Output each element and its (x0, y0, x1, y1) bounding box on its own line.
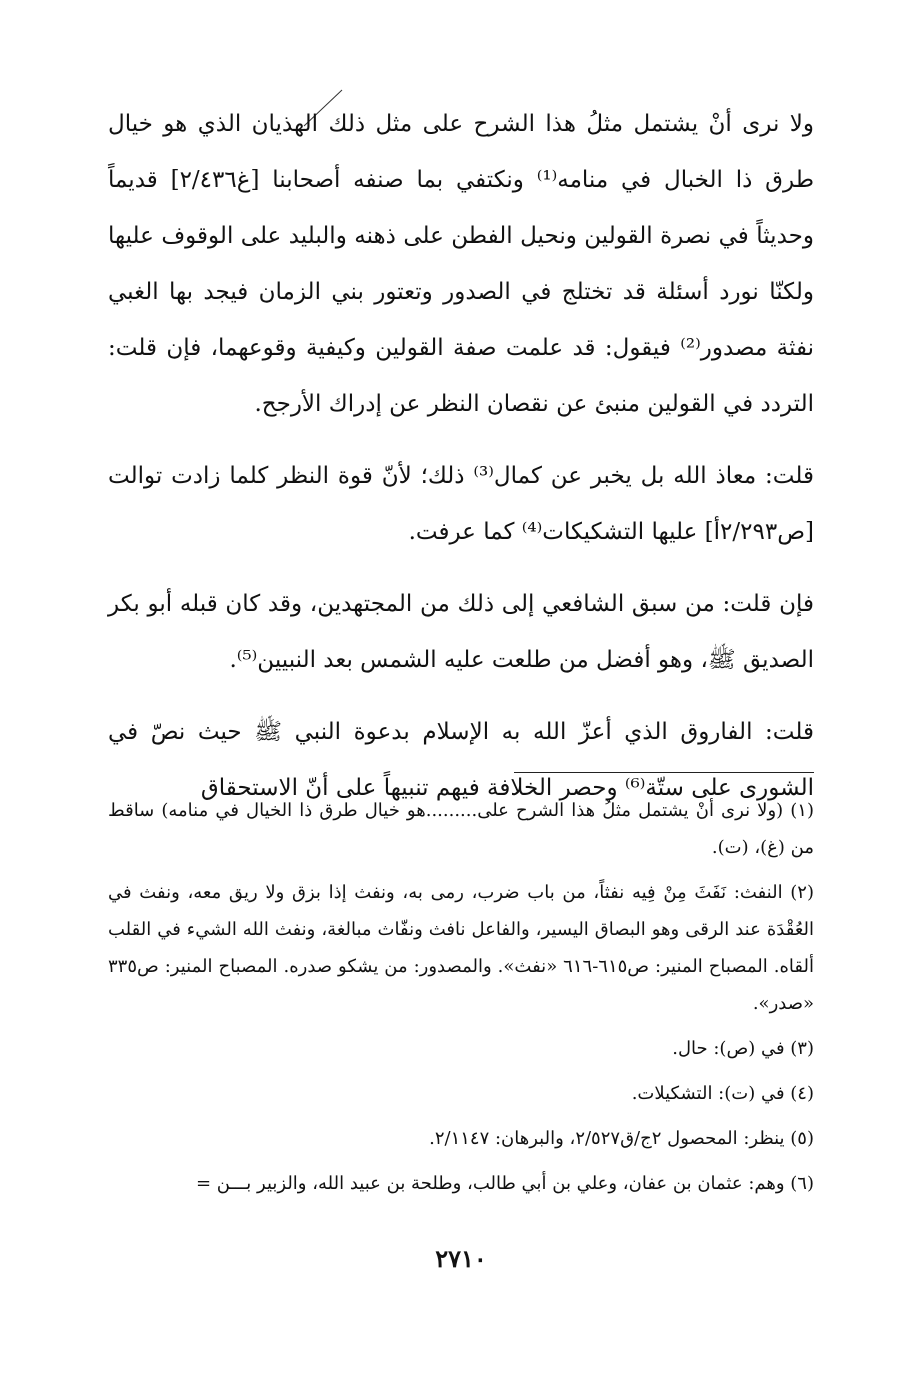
main-paragraph-3: فإن قلت: من سبق الشافعي إلى ذلك من المجتهدين، وقد كان قبله أبو بكر الصديق ﷺ، وهو أفضل من طلعت عليه الشمس بعد النبيين⁽⁵⁾. (108, 591, 814, 673)
main-paragraph-1: ولا نرى أنْ يشتمل مثلُ هذا الشرح على مثل ذلك الهذيان الذي هو خيال طرق ذا الخبال في منامه⁽¹⁾ ونكتفي بما صنفه أصحابنا [غ٢/٤٣٦] قديماً وحديثاً في نصرة القولين ونحيل الفطن على ذهنه والبليد على الوقوف عليها ولكنّا نورد أسئلة قد تختلج في الصدور وتعتور بني الزمان فيجد بها الغبي نفثة مصدور⁽²⁾ فيقول: قد علمت صفة القولين وكيفية وقوعهما، فإن قلت: التردد في القولين منبئ عن نقصان النظر عن إدراك الأرجح. (108, 111, 814, 417)
footnote-1: (١) (ولا نرى أنْ يشتمل مثلُ هذا الشرح على.........هو خيال طرق ذا الخيال في منامه) ساقط من (غ)، (ت). (108, 800, 814, 858)
footnote-5: (٥) ينظر: المحصول ٢ج/ق٢/٥٢٧، والبرهان: ٢/١١٤٧. (429, 1128, 814, 1149)
page-number: ٢٧١٠ (435, 1244, 487, 1273)
footnote-2: (٢) النفث: نَفَثَ مِنْ فِيه نفثاً، من باب ضرب، رمى به، ونفث إذا بزق ولا ريق معه، ونفث في العُقْدَة عند الرقى وهو البصاق اليسير، والفاعل نافث ونفّاث مبالغة، ونفث الله الشيء في القلب ألقاه. المصباح المنير: ص٦١٥-٦١٦ «نفث». والمصدور: من يشكو صدره. المصباح المنير: ص٣٣٥ «صدر». (108, 882, 814, 1014)
footnotes (108, 792, 814, 1210)
main-text (108, 96, 814, 832)
footnote-4: (٤) في (ت): التشكيلات. (631, 1083, 814, 1104)
footnote-3: (٣) في (ص): حال. (672, 1038, 814, 1059)
main-paragraph-2: قلت: معاذ الله بل يخبر عن كمال⁽³⁾ ذلك؛ لأنّ قوة النظر كلما زادت توالت [ص٢/٢٩٣أ] عليها التشكيكات⁽⁴⁾ كما عرفت. (108, 463, 814, 545)
footnote-separator (514, 772, 814, 773)
footnote-6: (٦) وهم: عثمان بن عفان، وعلي بن أبي طالب، وطلحة بن عبيد الله، والزبير بـــن = (195, 1173, 814, 1194)
main-paragraph-4: قلت: الفاروق الذي أعزّ الله به الإسلام بدعوة النبي ﷺ حيث نصّ في الشورى على ستّة⁽⁶⁾ وحصر الخلافة فيهم تنبيهاً على أنّ الاستحقاق (108, 719, 814, 801)
